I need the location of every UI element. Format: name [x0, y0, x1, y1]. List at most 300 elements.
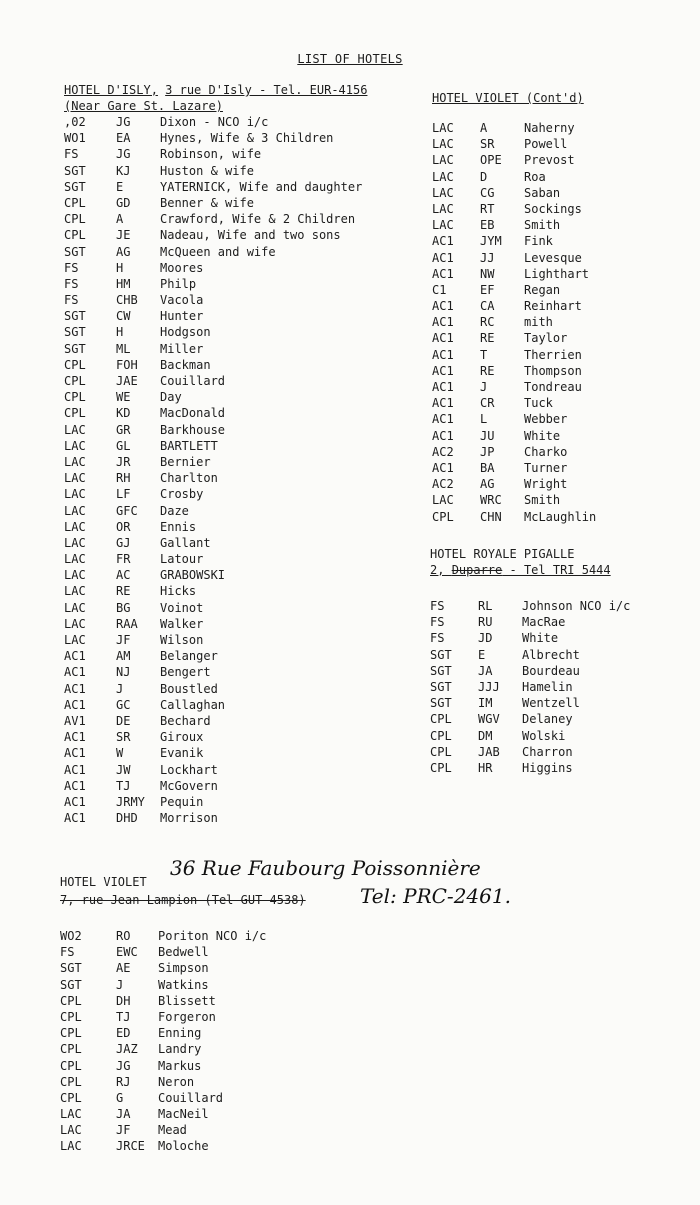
initials: IM [478, 696, 493, 711]
list-item [64, 195, 424, 211]
surname: Callaghan [160, 697, 226, 712]
initials: CHB [116, 293, 138, 308]
surname: Vacola [160, 293, 204, 308]
surname: Huston & wife [160, 163, 254, 178]
initials: GC [116, 697, 131, 712]
rank: CPL [64, 390, 86, 405]
list-item [64, 664, 424, 680]
rank: CPL [64, 374, 86, 388]
list-item [64, 470, 424, 486]
surname: MacNeil [158, 1107, 209, 1122]
initials: CR [480, 396, 495, 411]
surname: Robinson, wife [160, 147, 262, 162]
surname: Johnson NCO i/c [522, 599, 631, 613]
initials: JW [116, 762, 131, 777]
pigalle-address-struck: Duparre [451, 563, 503, 577]
surname: Sockings [524, 201, 582, 216]
list-item [64, 146, 424, 162]
rank: FS [64, 260, 79, 275]
surname: Tondreau [524, 380, 582, 394]
initials: RC [480, 315, 495, 330]
initials: T [480, 347, 488, 362]
rank: FS [430, 615, 445, 630]
rank: LAC [64, 422, 86, 437]
rank: AV1 [64, 713, 86, 728]
list-item [432, 395, 692, 411]
initials: RE [480, 363, 495, 378]
rank: AC1 [432, 250, 454, 265]
list-item [64, 163, 424, 179]
surname: Couillard [160, 374, 226, 388]
rank: C1 [432, 282, 447, 297]
rank: AC1 [64, 730, 86, 745]
surname: Wright [524, 477, 568, 492]
initials: JG [116, 147, 131, 162]
surname: Enning [158, 1026, 202, 1041]
surname: Gallant [160, 535, 211, 550]
initials: JF [116, 633, 131, 647]
surname: Dixon - NCO i/c [160, 115, 269, 129]
initials: AG [480, 477, 495, 492]
list-item [64, 114, 424, 130]
rank: LAC [60, 1139, 82, 1154]
rank: FS [64, 147, 79, 162]
surname: Day [160, 390, 182, 405]
rank: CPL [60, 1058, 82, 1073]
surname: Landry [158, 1042, 202, 1057]
initials: A [480, 121, 488, 135]
initials: JJ [480, 250, 495, 265]
surname: Roa [524, 169, 546, 184]
initials: J [116, 977, 124, 992]
rank: AC1 [432, 266, 454, 281]
list-item [64, 244, 424, 260]
rank: CPL [430, 728, 452, 743]
list-item [60, 960, 660, 976]
surname: Naherny [524, 121, 575, 135]
list-item [432, 217, 692, 233]
handwritten-address: 36 Rue Faubourg Poissonnière [170, 856, 481, 880]
list-item [64, 211, 424, 227]
document-title [0, 52, 700, 66]
list-item [432, 136, 692, 152]
surname: Philp [160, 276, 197, 291]
initials: KD [116, 406, 131, 421]
list-item [432, 169, 692, 185]
rank: LAC [64, 600, 86, 615]
surname: Hamelin [522, 679, 573, 694]
surname: Powell [524, 137, 568, 152]
list-item [432, 201, 692, 217]
rank: LAC [60, 1123, 82, 1138]
rank: ‚02 [64, 115, 86, 129]
surname: Saban [524, 185, 561, 200]
surname: YATERNICK, Wife and daughter [160, 179, 363, 194]
initials: JJJ [478, 679, 500, 694]
surname: Charron [522, 744, 573, 759]
initials: DM [478, 728, 493, 743]
surname: Markus [158, 1058, 202, 1073]
surname: Evanik [160, 746, 204, 761]
list-item [60, 993, 660, 1009]
list-item [60, 977, 660, 993]
rank: AC1 [64, 697, 86, 712]
hotel-violet-contd-section [432, 90, 692, 525]
initials: DH [116, 993, 131, 1008]
rank: WO2 [60, 929, 82, 943]
initials: H [116, 260, 124, 275]
surname: mith [524, 315, 553, 330]
initials: AC [116, 568, 131, 583]
surname: MacDonald [160, 406, 226, 421]
surname: Hynes, Wife & 3 Children [160, 131, 334, 146]
initials: E [116, 179, 124, 194]
initials: G [116, 1090, 124, 1105]
initials: BA [480, 460, 495, 475]
initials: AG [116, 244, 131, 259]
rank: CPL [64, 357, 86, 372]
list-item [64, 583, 424, 599]
surname: McQueen and wife [160, 244, 276, 259]
hotel-disly-name: HOTEL D'ISLY, [64, 83, 158, 97]
rank: SGT [60, 977, 82, 992]
pigalle-address-prefix: 2, [430, 563, 452, 577]
hotel-violet-contd-list [432, 120, 692, 525]
initials: FR [116, 552, 131, 567]
handwritten-telephone: Tel: PRC-2461. [360, 884, 511, 908]
list-item [64, 405, 424, 421]
list-item [432, 492, 692, 508]
surname: Boustled [160, 681, 218, 696]
surname: Pequin [160, 794, 204, 809]
rank: LAC [432, 185, 454, 200]
hotel-royale-pigalle-section [430, 546, 690, 776]
list-item [432, 185, 692, 201]
initials: SR [480, 137, 495, 152]
rank: AC1 [64, 811, 86, 826]
list-item [60, 928, 660, 944]
rank: LAC [64, 584, 86, 599]
rank: CPL [60, 1026, 82, 1041]
hotel-violet-contd-header: HOTEL VIOLET (Cont'd) [432, 91, 584, 105]
list-item [432, 314, 692, 330]
surname: Wilson [160, 633, 204, 647]
rank: WO1 [64, 131, 86, 146]
list-item [64, 632, 424, 648]
list-item [432, 298, 692, 314]
initials: OR [116, 519, 131, 534]
initials: DHD [116, 811, 138, 826]
rank: LAC [432, 169, 454, 184]
initials: GL [116, 438, 131, 453]
surname: White [522, 631, 559, 646]
initials: RO [116, 929, 131, 943]
rank: AC1 [432, 412, 454, 427]
rank: SGT [430, 647, 452, 662]
surname: Voinot [160, 600, 204, 615]
rank: LAC [64, 616, 86, 631]
surname: Benner & wife [160, 195, 254, 210]
title-text: LIST OF HOTELS [297, 52, 403, 66]
initials: GD [116, 195, 131, 210]
rank: LAC [64, 633, 86, 647]
list-item [432, 233, 692, 249]
hotel-royale-pigalle-address [430, 562, 690, 578]
surname: Neron [158, 1074, 195, 1089]
list-item [430, 744, 690, 760]
initials: J [480, 380, 488, 394]
initials: RE [480, 331, 495, 346]
list-item [64, 681, 424, 697]
initials: ED [116, 1026, 131, 1041]
rank: FS [64, 293, 79, 308]
surname: McGovern [160, 778, 218, 793]
initials: CA [480, 299, 495, 314]
rank: LAC [64, 519, 86, 534]
initials: JA [478, 663, 493, 678]
list-item [432, 476, 692, 492]
rank: SGT [430, 679, 452, 694]
pigalle-address-suffix: - Tel TRI 5444 [502, 563, 611, 577]
initials: JRMY [116, 794, 145, 809]
rank: AC1 [64, 746, 86, 761]
surname: Backman [160, 357, 211, 372]
initials: HR [478, 760, 493, 775]
surname: Charko [524, 444, 568, 459]
surname: Thompson [524, 363, 582, 378]
hotel-violet-list [60, 928, 660, 1155]
surname: Lighthart [524, 266, 590, 281]
surname: Bourdeau [522, 663, 580, 678]
rank: SGT [60, 961, 82, 976]
rank: LAC [64, 454, 86, 469]
rank: LAC [432, 218, 454, 233]
list-item [64, 422, 424, 438]
hotel-royale-pigalle-name: HOTEL ROYALE PIGALLE [430, 547, 575, 561]
initials: WE [116, 390, 131, 405]
list-item [430, 663, 690, 679]
hotel-royale-pigalle-list [430, 598, 690, 776]
rank: LAC [432, 153, 454, 168]
initials: RAA [116, 616, 138, 631]
list-item [432, 120, 692, 136]
list-item [430, 630, 690, 646]
rank: FS [430, 631, 445, 646]
initials: E [478, 647, 486, 662]
surname: White [524, 428, 561, 443]
rank: LAC [64, 552, 86, 567]
list-item [64, 697, 424, 713]
surname: Turner [524, 460, 568, 475]
initials: OPE [480, 153, 502, 168]
initials: JAB [478, 744, 500, 759]
initials: EB [480, 218, 495, 233]
initials: A [116, 212, 124, 227]
list-item [432, 347, 692, 363]
rank: FS [430, 599, 445, 613]
initials: J [116, 681, 124, 696]
surname: Simpson [158, 961, 209, 976]
initials: FOH [116, 357, 138, 372]
rank: AC1 [432, 380, 454, 394]
initials: JP [480, 444, 495, 459]
surname: Hicks [160, 584, 197, 599]
rank: CPL [64, 212, 86, 227]
list-item [60, 944, 660, 960]
initials: RU [478, 615, 493, 630]
rank: AC2 [432, 477, 454, 492]
surname: MacRae [522, 615, 566, 630]
rank: CPL [432, 509, 454, 524]
initials: GR [116, 422, 131, 437]
list-item [60, 1106, 660, 1122]
list-item [64, 648, 424, 664]
rank: SGT [430, 663, 452, 678]
rank: CPL [430, 712, 452, 727]
rank: SGT [64, 163, 86, 178]
list-item [64, 292, 424, 308]
initials: RH [116, 471, 131, 486]
initials: WRC [480, 493, 502, 508]
list-item [64, 713, 424, 729]
initials: D [480, 169, 488, 184]
list-item [64, 729, 424, 745]
surname: Smith [524, 493, 561, 508]
surname: Latour [160, 552, 204, 567]
list-item [64, 535, 424, 551]
rank: LAC [64, 503, 86, 518]
list-item [432, 411, 692, 427]
list-item [64, 486, 424, 502]
surname: Bedwell [158, 945, 209, 960]
surname: Morrison [160, 811, 218, 826]
initials: HM [116, 276, 131, 291]
hotel-disly-section [64, 82, 424, 826]
surname: Smith [524, 218, 561, 233]
list-item [432, 428, 692, 444]
surname: Walker [160, 616, 204, 631]
surname: Tuck [524, 396, 553, 411]
rank: AC1 [64, 681, 86, 696]
surname: Blissett [158, 993, 216, 1008]
surname: Bechard [160, 713, 211, 728]
list-item [432, 330, 692, 346]
hotel-disly-header [64, 82, 424, 98]
hotel-violet-struck-address: 7, rue Jean-Lampion (Tel GUT 4538) [60, 893, 306, 907]
initials: JU [480, 428, 495, 443]
list-item [64, 389, 424, 405]
rank: LAC [64, 438, 86, 453]
list-item [60, 1122, 660, 1138]
initials: BG [116, 600, 131, 615]
list-item [64, 357, 424, 373]
surname: Crosby [160, 487, 204, 502]
list-item [430, 728, 690, 744]
list-item [430, 614, 690, 630]
surname: Giroux [160, 730, 204, 745]
rank: LAC [432, 201, 454, 216]
surname: Belanger [160, 649, 218, 664]
list-item [64, 600, 424, 616]
list-item [64, 227, 424, 243]
initials: JAZ [116, 1042, 138, 1057]
list-item [60, 1041, 660, 1057]
list-item [432, 250, 692, 266]
surname: Prevost [524, 153, 575, 168]
list-item [60, 1058, 660, 1074]
initials: CW [116, 309, 131, 324]
rank: SGT [64, 179, 86, 194]
surname: Levesque [524, 250, 582, 265]
rank: AC1 [64, 778, 86, 793]
list-item [432, 509, 692, 525]
initials: EA [116, 131, 131, 146]
list-item [432, 152, 692, 168]
surname: Higgins [522, 760, 573, 775]
initials: JF [116, 1123, 131, 1138]
rank: LAC [64, 535, 86, 550]
surname: Barkhouse [160, 422, 226, 437]
surname: Hodgson [160, 325, 211, 340]
rank: AC1 [432, 396, 454, 411]
list-item [432, 363, 692, 379]
surname: Miller [160, 341, 204, 356]
initials: JD [478, 631, 493, 646]
list-item [430, 695, 690, 711]
list-item [64, 130, 424, 146]
rank: SGT [64, 309, 86, 324]
surname: Fink [524, 234, 553, 249]
surname: Charlton [160, 471, 218, 486]
list-item [430, 679, 690, 695]
rank: CPL [430, 744, 452, 759]
list-item [432, 266, 692, 282]
rank: SGT [64, 244, 86, 259]
list-item [430, 711, 690, 727]
surname: Hunter [160, 309, 204, 324]
initials: JA [116, 1107, 131, 1122]
initials: LF [116, 487, 131, 502]
rank: LAC [64, 471, 86, 486]
rank: CPL [64, 228, 86, 243]
rank: CPL [60, 1009, 82, 1024]
rank: SGT [430, 696, 452, 711]
surname: Wentzell [522, 696, 580, 711]
initials: GJ [116, 535, 131, 550]
list-item [64, 260, 424, 276]
initials: RT [480, 201, 495, 216]
initials: TJ [116, 1009, 131, 1024]
rank: LAC [432, 137, 454, 152]
rank: LAC [64, 568, 86, 583]
list-item [430, 647, 690, 663]
rank: CPL [64, 195, 86, 210]
initials: KJ [116, 163, 131, 178]
initials: L [480, 412, 488, 427]
initials: NW [480, 266, 495, 281]
surname: Regan [524, 282, 561, 297]
rank: LAC [432, 121, 454, 135]
rank: AC1 [64, 649, 86, 664]
list-item [432, 444, 692, 460]
rank: AC1 [432, 347, 454, 362]
list-item [64, 794, 424, 810]
list-item [432, 460, 692, 476]
initials: JRCE [116, 1139, 145, 1154]
list-item [64, 308, 424, 324]
hotel-disly-address: 3 rue D'Isly - Tel. EUR-4156 [165, 83, 368, 97]
list-item [60, 1025, 660, 1041]
